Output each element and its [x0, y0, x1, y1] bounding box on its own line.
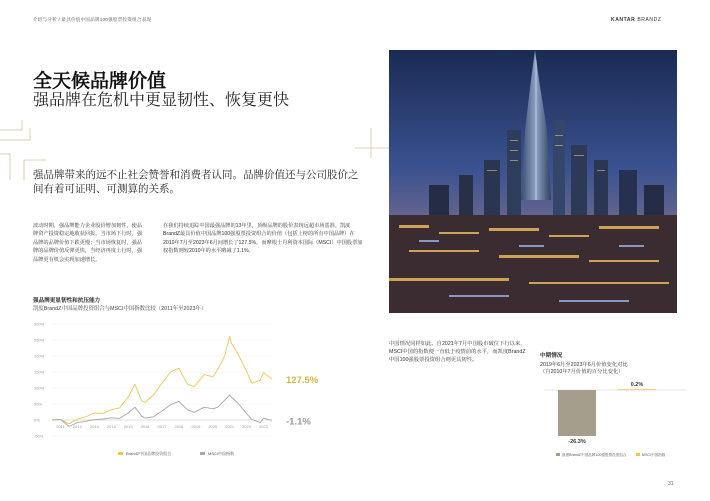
bar-value-label: -26.3% [568, 439, 586, 445]
y-tick-label: 100% [34, 385, 45, 391]
brand-light: BRANDZ [635, 17, 662, 23]
x-tick-label: 2015 [123, 424, 133, 429]
x-tick-label: 2023 [259, 424, 268, 429]
legend-label: BrandZ中国品牌投资组合 [126, 451, 172, 456]
lead-paragraph: 强品牌带来的远不止社会赞誉和消费者认同。品牌价值还与公司股价之间有着可证明、可测算的关系。 [33, 169, 359, 195]
x-tick-label: 2013 [89, 424, 99, 429]
chart2-subtitle-line1: 2019年6月至2023年6月价值变化对比 [540, 362, 628, 368]
series-line-2 [52, 395, 272, 426]
series-end-label: -1.1% [286, 416, 311, 428]
legend-swatch [636, 453, 640, 456]
page-title: 全天候品牌价值 [33, 71, 167, 92]
y-tick-label: 300% [34, 321, 45, 327]
x-tick-label: 2020 [208, 424, 218, 429]
y-tick-label: 250% [34, 337, 45, 343]
x-tick-label: 2019 [191, 424, 201, 429]
chart2-subtitle-line2: （自2010年7月价值的百分比变化） [540, 369, 624, 375]
legend-label: MSCI中国指数 [208, 451, 234, 456]
x-tick-label: 2016 [140, 424, 150, 429]
x-tick-label: 2014 [106, 424, 116, 429]
legend-label: 凯度BrandZ中国品牌100强股票投资组合 [562, 453, 627, 457]
bar-value-label: 0.2% [630, 382, 644, 389]
bar [618, 389, 656, 390]
legend-swatch [200, 452, 205, 455]
y-tick-label: 150% [34, 369, 45, 375]
x-tick-label: 2017 [157, 424, 167, 429]
y-tick-label: 0% [34, 417, 40, 423]
chart2-title: 中期情况 [540, 353, 563, 359]
x-tick-label: 2021 [225, 424, 235, 429]
bar-chart [540, 376, 690, 466]
city-skyline-photo [389, 50, 677, 313]
y-tick-label: 50% [34, 401, 43, 407]
kantar-brandz-logo [611, 17, 662, 23]
legend-swatch [556, 453, 560, 456]
bar [558, 390, 596, 436]
x-tick-label: 2018 [174, 424, 184, 429]
x-tick-label: 2022 [242, 424, 252, 429]
chart1-title: 强品牌更显韧性和抗压能力 [33, 298, 101, 304]
x-tick-label: 2011 [56, 424, 65, 429]
series-end-label: 127.5% [286, 375, 319, 387]
decorative-lines-right [355, 128, 389, 158]
chart1-subtitle: 凯度BrandZ中国品牌投资组合与MSCI中国指数比较（2011年至2023年） [33, 306, 207, 312]
right-paragraph: 中国情况同样如此。自2021年7月中国股市破位下行以来，MSCI中国的指数便一直低于疫情前的水平，而凯度BrandZ中国100强股票投资组合则更具韧性。 [389, 341, 526, 364]
breadcrumb: 介绍与分析 / 最具价值中国品牌100强股票投资组合表现 [33, 17, 152, 22]
x-tick-label: 2012 [72, 424, 82, 429]
page-subtitle: 强品牌在危机中更显韧性、恢复更快 [33, 92, 290, 109]
body-column-2: 在我们持续追踪中国最强品牌的13年里，顶级品牌的股价表现远超市场基准。凯度BrandZ最具价值中国品牌100强股票投资组合的价值（包括上榜的所有中国品牌）在2010年7月至2023年6月间增长了127.5%，而摩根士丹利资本国际（MSCI）中国股票加权指数则较2010年的水平略减了1.1%。 [163, 223, 363, 255]
y-tick-label: 200% [34, 353, 45, 359]
body-column-1: 波动时期，强品牌能力企业股价增加韧性，使品牌资产投资稳定地收获回报。当市场下行时，强品牌的品牌价值下跌更慢；当市场恢复时，强品牌的品牌价值反弹更快，当经济再度上行时，强品牌更有机会实现加速增长。 [33, 223, 142, 263]
y-tick-label: -50% [34, 433, 44, 439]
brand-bold: KANTAR [611, 17, 636, 23]
page-number: 31 [668, 481, 674, 487]
line-chart [30, 316, 350, 466]
legend-label: MSCI中国指数 [642, 453, 666, 457]
legend-swatch [118, 452, 123, 455]
